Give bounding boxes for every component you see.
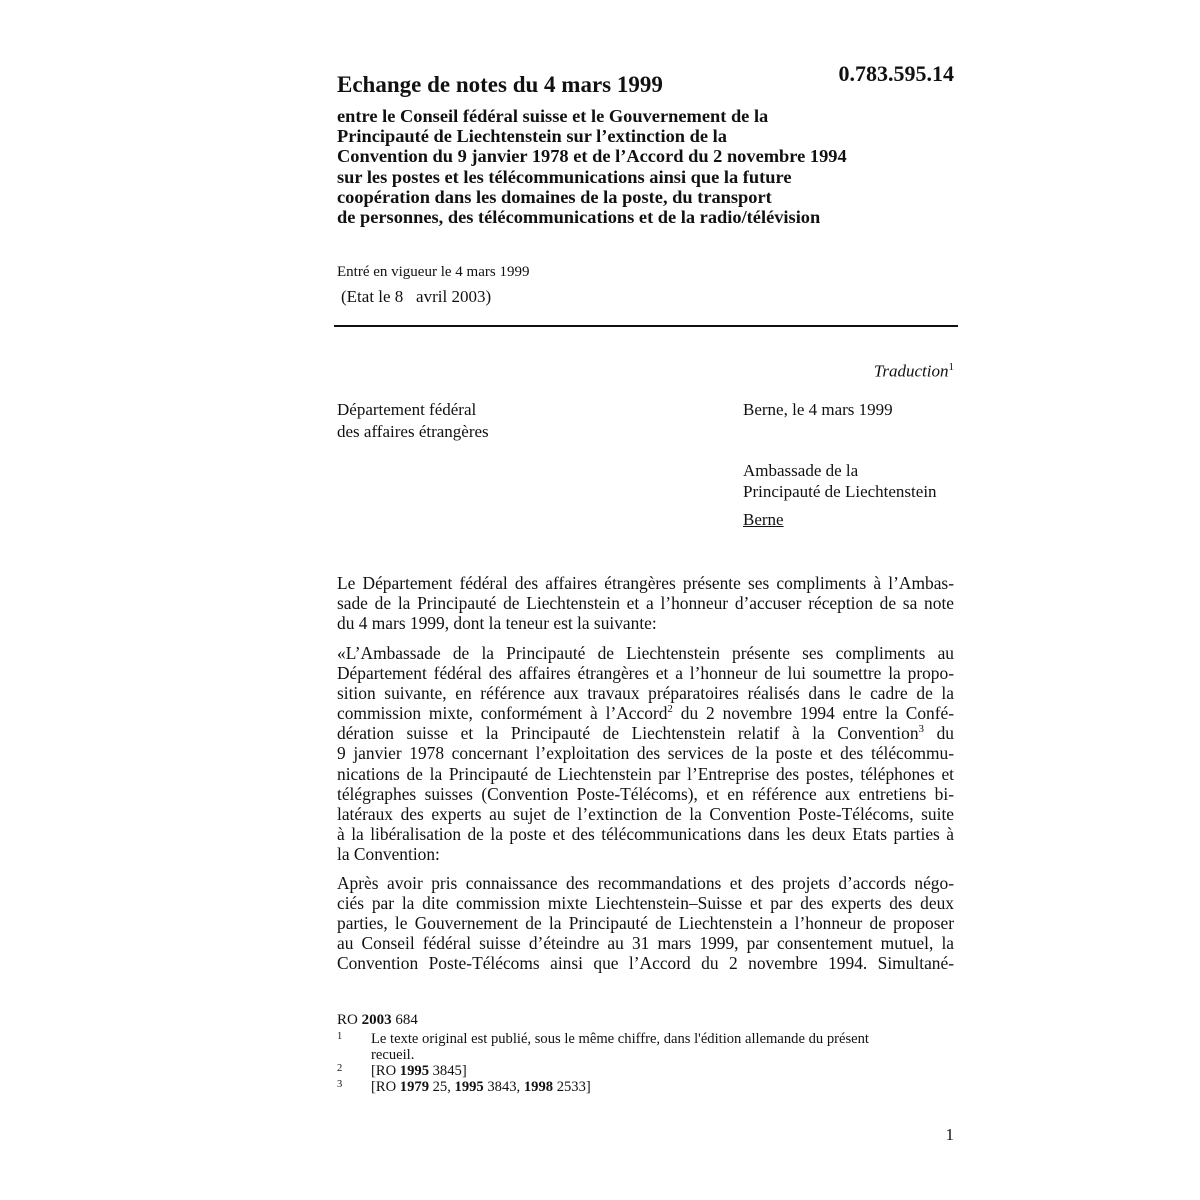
text-segment: 1995 (399, 1063, 429, 1079)
recipient-city: Berne (743, 510, 784, 529)
text-line: «L’Ambassade de la Principauté de Liechtenstein présente ses compliments au (337, 643, 954, 663)
classification-number: 0.783.595.14 (838, 61, 954, 86)
sender-block (337, 399, 489, 443)
subtitle-line: Principauté de Liechtenstein sur l’extinction de la (337, 126, 727, 147)
footnote-number: 3 (337, 1079, 343, 1090)
text-line: Après avoir pris connaissance des recommandations et des projets d’accords négo- (337, 873, 954, 893)
text-line: Département fédéral des affaires étrangères et a l’honneur de lui soumettre la propo- (337, 663, 954, 684)
ro-year: 2003 (361, 1012, 392, 1028)
ro-reference (337, 1010, 418, 1030)
text-line: sition suivante, en référence aux travaux préparatoires réalisés dans le cadre de la (337, 683, 954, 704)
text-segment: 25, (428, 1079, 455, 1095)
text-segment: [RO (371, 1063, 400, 1079)
footnote-ref[interactable]: 1 (948, 361, 954, 373)
text-segment: [RO (371, 1079, 400, 1095)
subtitle-line: de personnes, des télécommunications et de la radio/télévision (337, 207, 821, 228)
text-segment: 3845] (428, 1063, 467, 1079)
recipient-line: Ambassade de la (743, 461, 859, 480)
text-line: Le Département fédéral des affaires étrangères présente ses compliments à l’Ambas- (337, 573, 954, 593)
recipient-block (743, 461, 937, 502)
place-date (743, 399, 893, 421)
text-segment: 1995 (454, 1079, 484, 1095)
text-line (337, 723, 954, 743)
text-line: latéraux des experts au sujet de l’extinction de la Convention Poste-Télécoms, suite (337, 803, 954, 824)
text-segment: dération suisse et la Principauté de Liechtenstein relatif à la Convention (337, 723, 919, 744)
translation-text: Traduction (873, 361, 949, 381)
subtitle-line: Convention du 9 janvier 1978 et de l’Accord du 2 novembre 1994 (337, 146, 847, 167)
text-line: télégraphes suisses (Convention Poste-Télécoms), et en référence aux entretiens bi- (337, 783, 954, 804)
footnote-text: Le texte original est publié, sous le même chiffre, dans l'édition allemande du présent (371, 1031, 869, 1047)
document-state: (Etat le 8 avril 2003) (341, 287, 492, 306)
footnote-number: 2 (337, 1063, 343, 1074)
footnote-ref[interactable]: 2 (667, 703, 673, 716)
footnote-number: 1 (337, 1031, 343, 1042)
recipient-line: Principauté de Liechtenstein (743, 481, 937, 501)
header-divider (334, 325, 958, 327)
text-line: ciés par la dite commission mixte Liechtenstein–Suisse et par des experts des deux (337, 893, 954, 914)
footnote-text (371, 1064, 467, 1080)
body-paragraph-1 (337, 573, 954, 633)
text-segment: commission mixte, conformément à l’Accord (337, 703, 668, 724)
footnote-text: recueil. (371, 1046, 415, 1063)
footnote-ref[interactable]: 3 (918, 723, 925, 736)
document-title: Echange de notes du 4 mars 1999 (337, 72, 663, 97)
sender-line: des affaires étrangères (337, 422, 489, 441)
text-segment: 1979 (399, 1079, 429, 1095)
text-line: au Conseil fédéral suisse d’éteindre au 31 mars 1999, par consentement mutuel, la (337, 933, 954, 954)
document-subtitle (337, 106, 847, 227)
text-line: nications de la Principauté de Liechtenstein par l’Entreprise des postes, téléphones et (337, 763, 954, 784)
subtitle-line: sur les postes et les télécommunications ainsi que la future (337, 166, 792, 187)
translation-label (700, 356, 954, 383)
footnote-text (371, 1080, 591, 1096)
text-line: sade de la Principauté de Liechtenstein et a l’honneur d’accuser réception de sa note (337, 593, 954, 614)
ro-page: 684 (391, 1012, 418, 1028)
body-paragraph-3 (337, 873, 954, 973)
text-segment: du 2 novembre 1994 entre la Confé- (672, 703, 955, 724)
text-line: du 4 mars 1999, dont la teneur est la suivante: (337, 613, 657, 634)
subtitle-line: coopération dans les domaines de la poste, du transport (337, 186, 772, 207)
text-line: parties, le Gouvernement de la Principauté de Liechtenstein a l’honneur de proposer (337, 913, 954, 934)
sender-line: Département fédéral (337, 400, 477, 419)
ro-prefix: RO (337, 1012, 362, 1028)
text-segment: 1998 (523, 1079, 554, 1095)
text-segment: 2533] (553, 1079, 591, 1095)
body-paragraph-2 (337, 643, 954, 864)
text-line: à la libéralisation de la poste et des télécommunications dans les deux Etats parties à (337, 823, 954, 844)
subtitle-line: entre le Conseil fédéral suisse et le Gouvernement de la (337, 106, 769, 126)
text-line (337, 703, 954, 723)
text-line: 9 janvier 1978 concernant l’exploitation des services de la poste et des télécommu- (337, 743, 954, 764)
page-number: 1 (945, 1125, 954, 1144)
text-line: la Convention: (337, 843, 440, 864)
text-segment: du (924, 723, 954, 744)
text-segment: 3843, (483, 1079, 524, 1095)
text-line: Convention Poste-Télécoms ainsi que l’Accord du 2 novembre 1994. Simultané- (337, 953, 954, 974)
place-date-text: Berne, le 4 mars 1999 (743, 400, 893, 419)
entry-in-force: Entré en vigueur le 4 mars 1999 (337, 264, 530, 280)
